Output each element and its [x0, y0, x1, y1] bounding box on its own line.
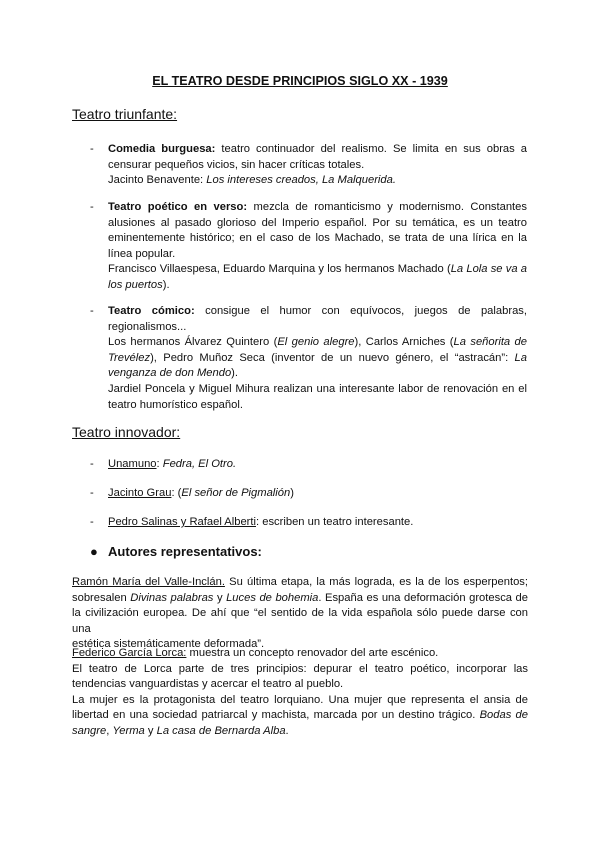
list-dash: - — [90, 487, 94, 499]
author-name: Federico García Lorca: — [72, 647, 187, 659]
works: Yerma — [112, 724, 145, 737]
list-dash: - — [90, 516, 94, 528]
works: El señor de Pigmalión — [181, 487, 291, 499]
bullet-dot-icon: ● — [90, 544, 98, 559]
list-dash: - — [90, 305, 94, 317]
paragraph-garcia-lorca: Federico García Lorca: muestra un concepto renovador del arte escénico. El teatro de Lorca parte de tres principios: depurar el teatro poético, incorporar las tendencias vanguardistas y acercar el teatro al pueblo. La mujer es la protagonista del teatro lorquiano. Una mujer que representa el ansia de libertad en una sociedad patriarcal y machista, marcada por un destino trágico. Bodas de sangre, Yerma y La casa de Bernarda Alba. — [72, 647, 528, 737]
works: La Lola se va a los puertos — [108, 263, 528, 291]
author-name: Unamuno — [108, 458, 157, 470]
section-heading-teatro-triunfante: Teatro triunfante: — [72, 106, 178, 122]
works: Los intereses creados, La Malquerida. — [206, 174, 396, 187]
works: La casa de Bernarda Alba — [156, 724, 286, 737]
works: Fedra, El Otro. — [162, 458, 237, 470]
list-item-teatro-comico — [108, 304, 527, 413]
item-note: Jardiel Poncela y Miguel Mihura realizan una interesante labor de renovación en el teatro humorístico español. — [108, 382, 527, 411]
author-name: Pedro Salinas y Rafael Alberti — [108, 516, 257, 528]
list-item-unamuno: Unamuno: Fedra, El Otro. — [108, 458, 237, 470]
section-heading-teatro-innovador: Teatro innovador: — [72, 424, 181, 440]
item-authors: Francisco Villaespesa, Eduardo Marquina y los hermanos Machado (La Lola se va a los puertos). — [108, 263, 528, 291]
works: El genio alegre — [277, 336, 355, 349]
item-term: Teatro cómico: — [108, 305, 195, 317]
works: La venganza de don Mendo — [108, 351, 527, 380]
item-description: Comedia burguesa: teatro continuador del realismo. Se limita en sus obras a censurar pequeños vicios, sin hacer críticas totales. — [108, 143, 527, 171]
list-dash: - — [90, 201, 94, 213]
author-name: Ramón María del Valle-Inclán. — [72, 576, 225, 588]
item-authors: Los hermanos Álvarez Quintero (El genio alegre), Carlos Arniches (La señorita de Trevélez), Pedro Muñoz Seca (inventor de un nuevo género, el “astracán”: La venganza de don Mendo). — [108, 336, 527, 380]
paragraph-valle-inclan: Ramón María del Valle-Inclán. Su última etapa, la más lograda, es la de los esperpentos; sobresalen Divinas palabras y Luces de bohemia. España es una deformación grotesca de la civilización europea. De ahí que “el sentido de la vida española sólo puede darse con una estética sistemáticamente deformada”. — [72, 576, 529, 651]
list-item-teatro-poetico — [108, 200, 527, 294]
list-dash: - — [90, 143, 94, 155]
works: Divinas palabras — [130, 591, 214, 604]
list-dash: - — [90, 458, 94, 470]
works: Luces de bohemia — [226, 591, 319, 604]
list-item-jacinto-grau: Jacinto Grau: (El señor de Pigmalión) — [108, 487, 294, 499]
bullet-label: Autores representativos: — [108, 544, 262, 559]
page-title: EL TEATRO DESDE PRINCIPIOS SIGLO XX - 1939 — [152, 74, 448, 88]
item-description: Teatro cómico: consigue el humor con equívocos, juegos de palabras, regionalismos... — [108, 305, 527, 333]
works: Bodas de — [479, 709, 528, 722]
author-name: Jacinto Grau — [108, 487, 172, 499]
item-term: Teatro poético en verso: — [108, 201, 248, 213]
works: sangre — [72, 724, 107, 737]
list-item-comedia-burguesa — [108, 142, 527, 189]
item-authors: Jacinto Benavente: Los intereses creados, La Malquerida. — [108, 174, 396, 187]
item-term: Comedia burguesa: — [108, 143, 216, 155]
item-description: Teatro poético en verso: mezcla de romanticismo y modernismo. Constantes alusiones al pasado glorioso del Imperio español. Por su temática, es un teatro eminentemente histórico; en el caso de los Machado, se trata de una lírica en la línea popular. — [108, 201, 527, 260]
works: La señorita de Trevélez — [108, 336, 527, 364]
list-item-salinas-alberti: Pedro Salinas y Rafael Alberti: escriben un teatro interesante. — [108, 516, 414, 528]
